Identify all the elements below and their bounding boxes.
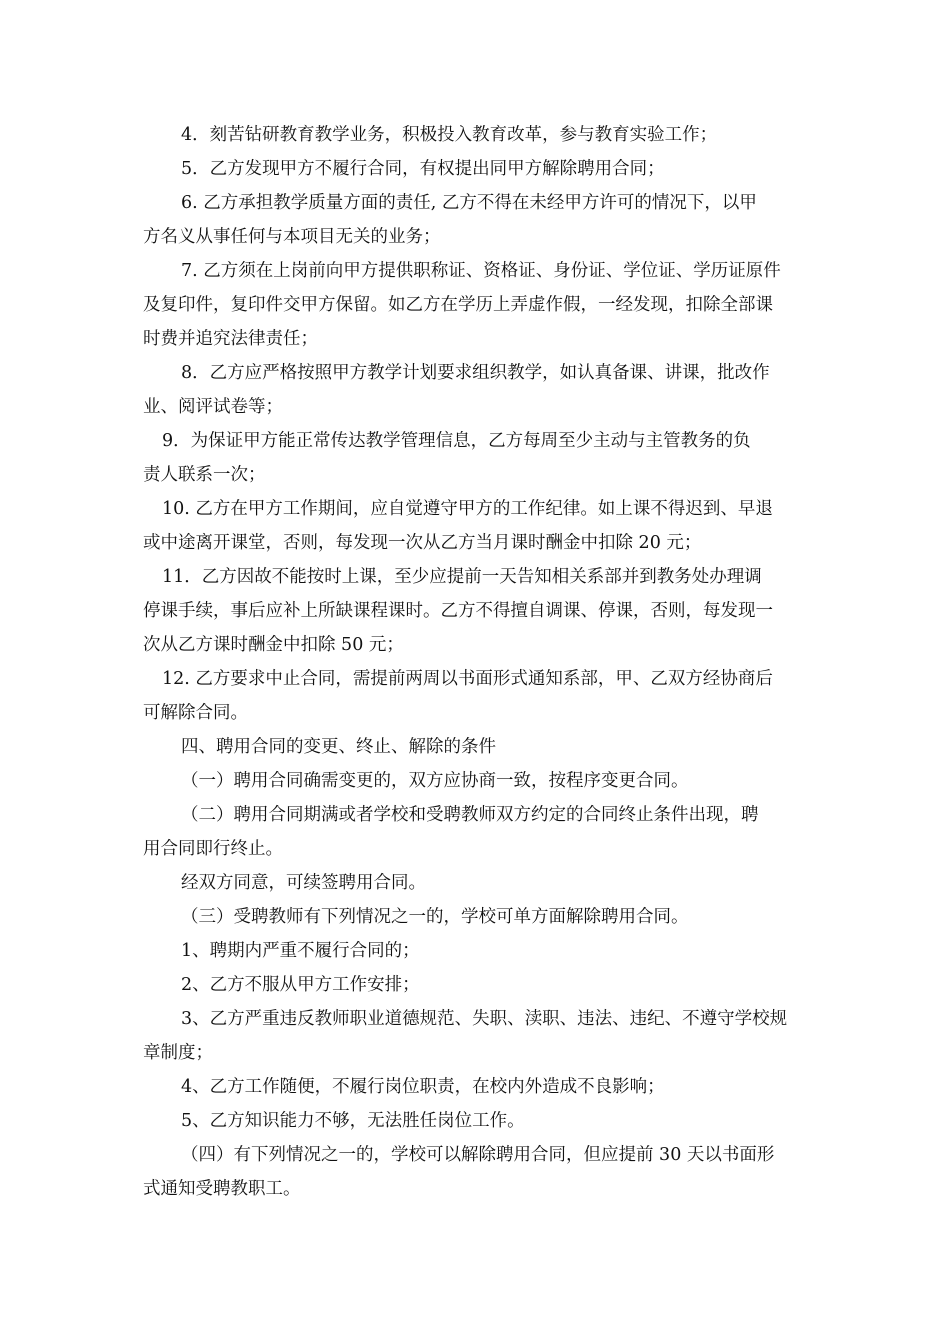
- text-line-item5: 5．乙方发现甲方不履行合同，有权提出同甲方解除聘用合同；: [181, 159, 665, 179]
- text-line-item6: 6. 乙方承担教学质量方面的责任, 乙方不得在未经甲方许可的情况下，以甲: [181, 193, 757, 213]
- text-line-case3: 3、乙方严重违反教师职业道德规范、失职、渎职、违法、违纪、不遵守学校规: [181, 1009, 788, 1029]
- text-line-item9-cont: 责人联系一次；: [143, 465, 266, 485]
- text-line-clause2: （二）聘用合同期满或者学校和受聘教师双方约定的合同终止条件出现，聘: [181, 805, 759, 825]
- text-line-item8-cont: 业、阅评试卷等；: [143, 397, 283, 417]
- text-line-clause2-cont: 用合同即行终止。: [143, 839, 283, 859]
- text-line-item11-cont1: 停课手续，事后应补上所缺课程课时。乙方不得擅自调课、停课，否则，每发现一: [143, 601, 773, 621]
- text-line-case5: 5、乙方知识能力不够，无法胜任岗位工作。: [181, 1111, 525, 1131]
- text-line-case2: 2、乙方不服从甲方工作安排；: [181, 975, 420, 995]
- text-line-item10-cont: 或中途离开课堂，否则，每发现一次从乙方当月课时酬金中扣除 20 元；: [143, 533, 702, 553]
- text-line-case4: 4、乙方工作随便，不履行岗位职责，在校内外造成不良影响；: [181, 1077, 665, 1097]
- text-line-item9: 9．为保证甲方能正常传达教学管理信息，乙方每周至少主动与主管教务的负: [162, 431, 751, 451]
- text-line-renewal: 经双方同意，可续签聘用合同。: [181, 873, 426, 893]
- text-line-item11-cont2: 次从乙方课时酬金中扣除 50 元；: [143, 635, 404, 655]
- text-line-clause4: （四）有下列情况之一的，学校可以解除聘用合同，但应提前 30 天以书面形: [181, 1145, 775, 1165]
- text-line-case1: 1、聘期内严重不履行合同的；: [181, 941, 420, 961]
- text-line-item7-cont1: 及复印件，复印件交甲方保留。如乙方在学历上弄虚作假，一经发现，扣除全部课: [143, 295, 773, 315]
- text-line-item12: 12. 乙方要求中止合同，需提前两周以书面形式通知系部，甲、乙双方经协商后: [162, 669, 773, 689]
- text-line-clause1: （一）聘用合同确需变更的，双方应协商一致，按程序变更合同。: [181, 771, 689, 791]
- text-line-item4: 4．刻苦钻研教育教学业务，积极投入教育改革，参与教育实验工作；: [181, 125, 718, 145]
- text-line-item6-cont: 方名义从事任何与本项目无关的业务；: [143, 227, 441, 247]
- text-line-item7-cont2: 时费并追究法律责任；: [143, 329, 318, 349]
- text-line-clause3: （三）受聘教师有下列情况之一的，学校可单方面解除聘用合同。: [181, 907, 689, 927]
- text-line-item10: 10. 乙方在甲方工作期间，应自觉遵守甲方的工作纪律。如上课不得迟到、早退: [162, 499, 773, 519]
- text-line-item7: 7. 乙方须在上岗前向甲方提供职称证、资格证、身份证、学位证、学历证原件: [181, 261, 781, 281]
- text-line-item8: 8．乙方应严格按照甲方教学计划要求组织教学，如认真备课、讲课，批改作: [181, 363, 770, 383]
- text-line-clause4-cont: 式通知受聘教职工。: [143, 1179, 301, 1199]
- text-line-case3-cont: 章制度；: [143, 1043, 213, 1063]
- section-heading-4: 四、聘用合同的变更、终止、解除的条件: [181, 737, 496, 757]
- text-line-item12-cont: 可解除合同。: [143, 703, 248, 723]
- text-line-item11: 11．乙方因故不能按时上课，至少应提前一天告知相关系部并到教务处办理调: [162, 567, 762, 587]
